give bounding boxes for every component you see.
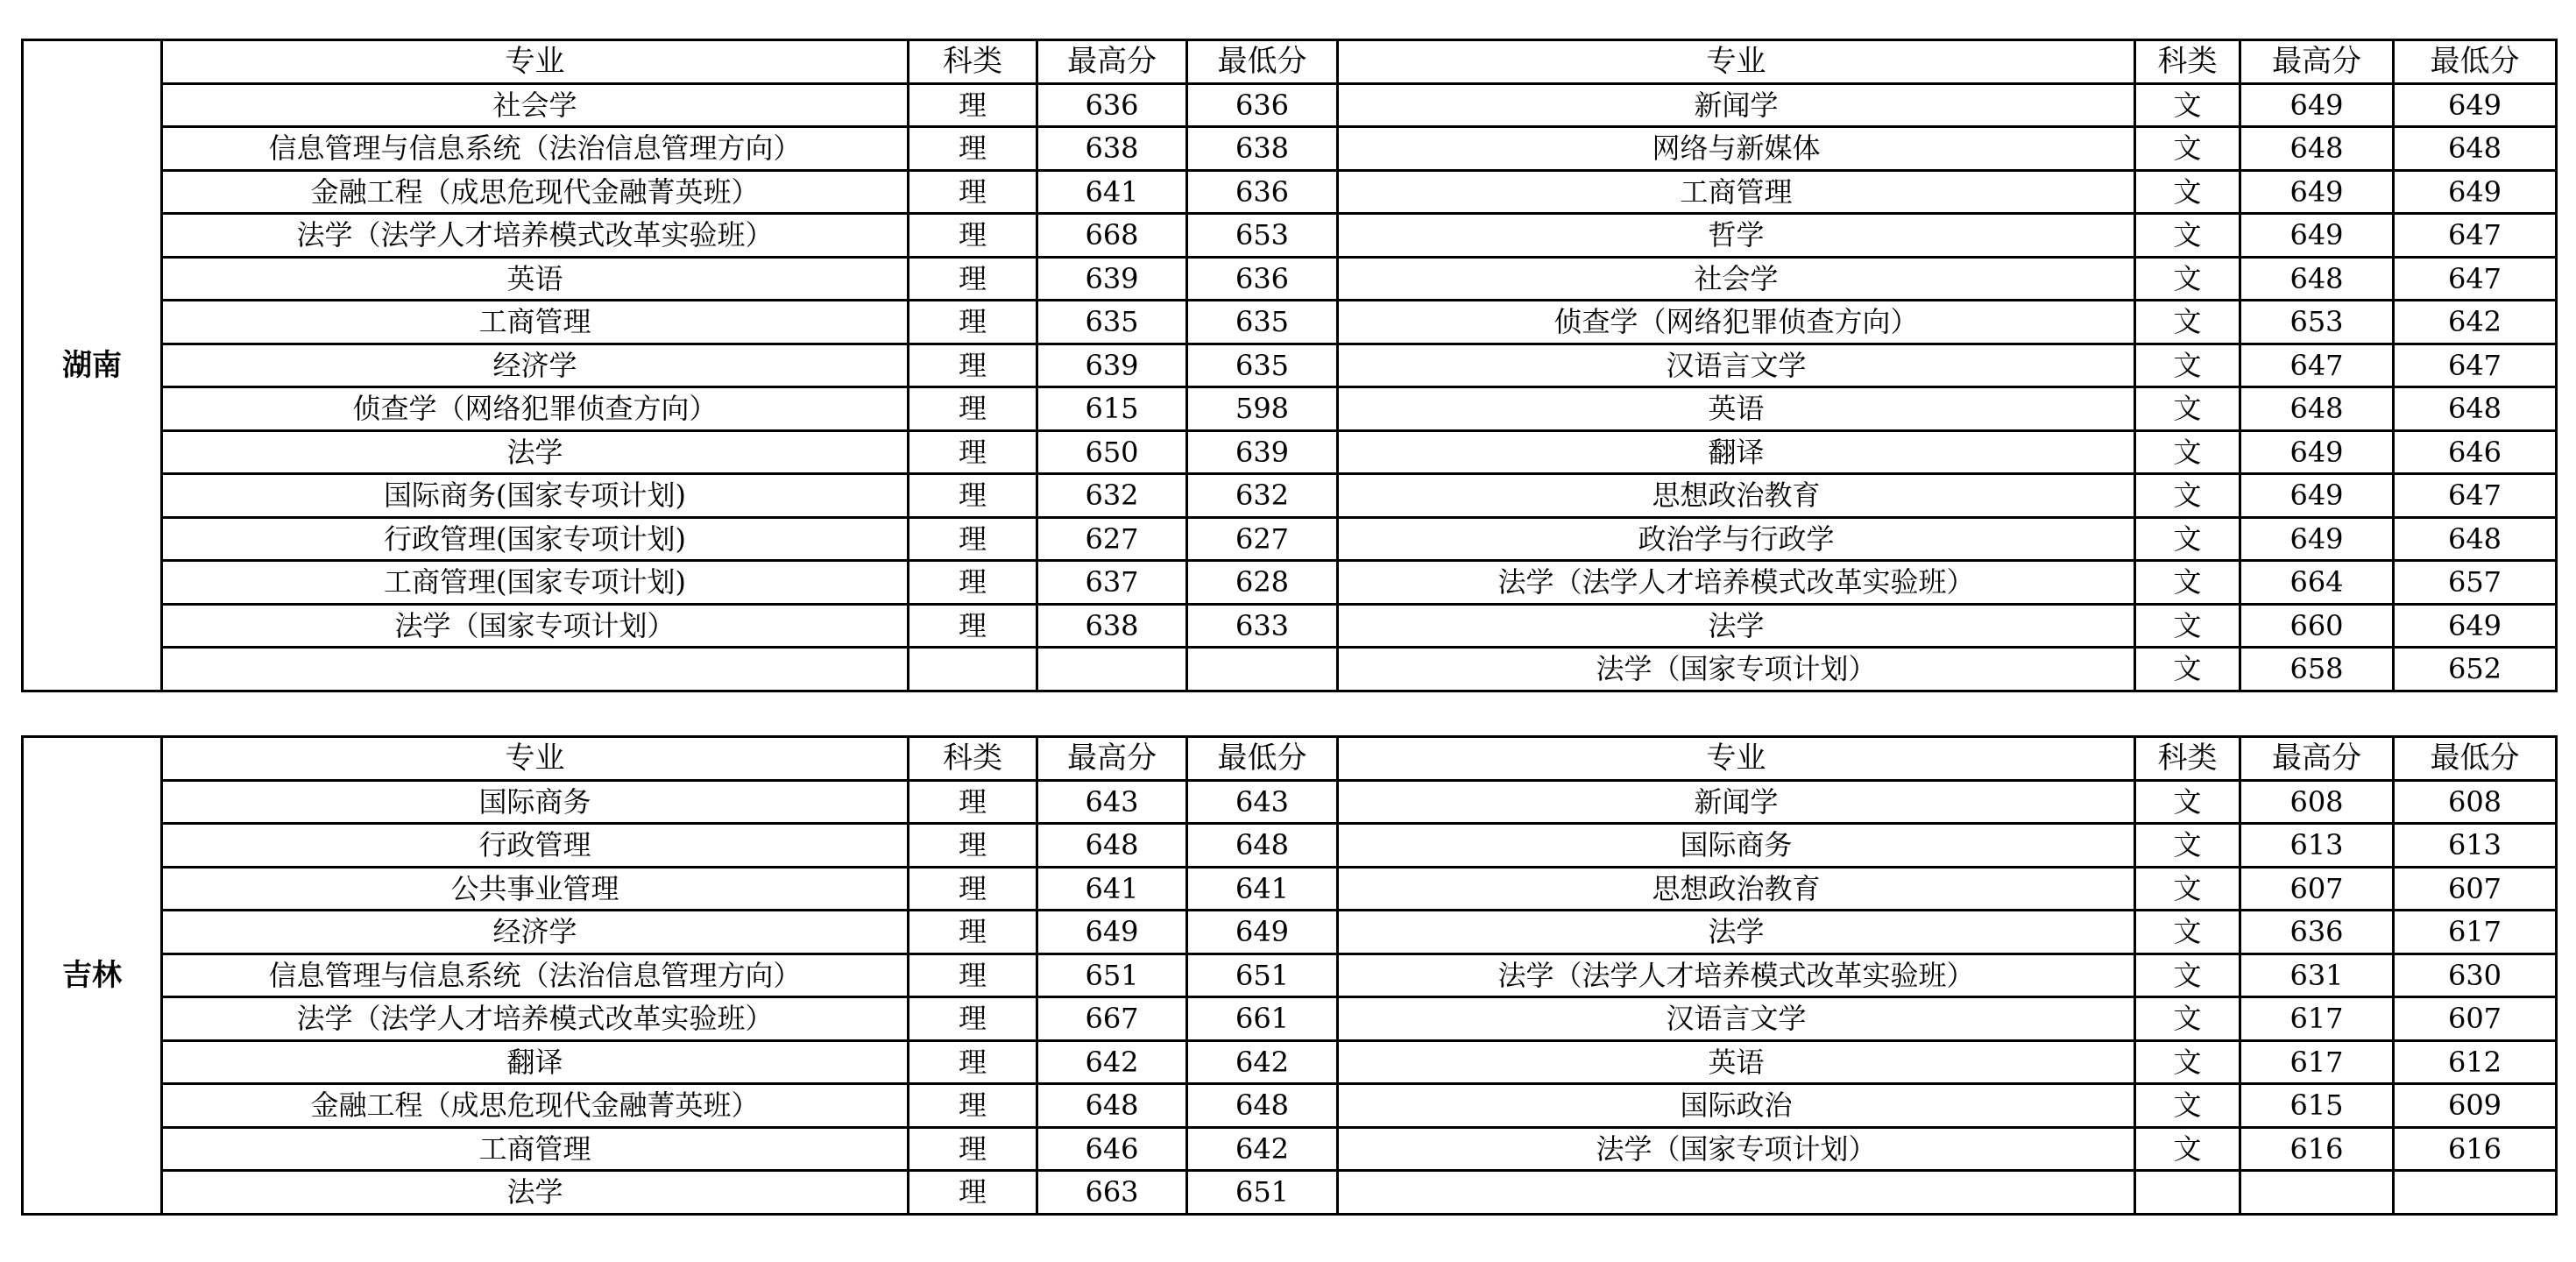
table-row: [23, 301, 2557, 344]
right-min-score-cell: [2394, 1171, 2557, 1215]
province-cell: 吉林: [23, 737, 162, 1215]
table-row: [23, 561, 2557, 605]
left-major-cell: 经济学: [162, 344, 909, 387]
right-min-score-cell: 648: [2394, 517, 2557, 561]
right-min-score-cell: 657: [2394, 561, 2557, 605]
left-min-score-cell: 598: [1187, 387, 1338, 431]
left-major-cell: 法学: [162, 430, 909, 474]
left-major-cell: 工商管理: [162, 301, 909, 344]
table-row: [23, 1171, 2557, 1215]
right-category-cell: 文: [2135, 257, 2240, 301]
right-category-cell: [2135, 1171, 2240, 1215]
header-max-score: 最高分: [1037, 40, 1187, 84]
left-min-score-cell: 648: [1187, 824, 1338, 868]
header-major: 专业: [1338, 40, 2135, 84]
left-category-cell: 理: [909, 127, 1037, 171]
left-category-cell: 理: [909, 387, 1037, 431]
right-major-cell: 国际商务: [1338, 824, 2135, 868]
right-min-score-cell: 609: [2394, 1084, 2557, 1128]
left-major-cell: 国际商务(国家专项计划): [162, 474, 909, 518]
table-row: [23, 648, 2557, 691]
right-min-score-cell: 648: [2394, 387, 2557, 431]
right-max-score-cell: 615: [2240, 1084, 2394, 1128]
table-row: [23, 170, 2557, 214]
left-category-cell: 理: [909, 997, 1037, 1041]
left-max-score-cell: 637: [1037, 561, 1187, 605]
right-min-score-cell: 608: [2394, 780, 2557, 824]
left-major-cell: 公共事业管理: [162, 867, 909, 911]
right-min-score-cell: 607: [2394, 867, 2557, 911]
table-row: [23, 430, 2557, 474]
left-category-cell: 理: [909, 301, 1037, 344]
left-max-score-cell: 663: [1037, 1171, 1187, 1215]
right-max-score-cell: 653: [2240, 301, 2394, 344]
left-category-cell: 理: [909, 474, 1037, 518]
header-category: 科类: [2135, 737, 2240, 781]
right-max-score-cell: 608: [2240, 780, 2394, 824]
left-max-score-cell: 639: [1037, 257, 1187, 301]
left-min-score-cell: 653: [1187, 214, 1338, 258]
left-category-cell: 理: [909, 867, 1037, 911]
header-row: [23, 40, 2557, 84]
right-major-cell: 汉语言文学: [1338, 997, 2135, 1041]
right-category-cell: 文: [2135, 127, 2240, 171]
left-category-cell: 理: [909, 83, 1037, 127]
left-max-score-cell: 648: [1037, 824, 1187, 868]
left-major-cell: 法学（法学人才培养模式改革实验班）: [162, 214, 909, 258]
left-category-cell: 理: [909, 344, 1037, 387]
right-major-cell: 哲学: [1338, 214, 2135, 258]
left-min-score-cell: 628: [1187, 561, 1338, 605]
table-row: [23, 911, 2557, 954]
left-major-cell: 工商管理: [162, 1127, 909, 1171]
table-row: [23, 517, 2557, 561]
table-row: [23, 127, 2557, 171]
left-category-cell: 理: [909, 1040, 1037, 1084]
left-max-score-cell: 648: [1037, 1084, 1187, 1128]
left-max-score-cell: 615: [1037, 387, 1187, 431]
header-category: 科类: [909, 737, 1037, 781]
header-min-score: 最低分: [1187, 737, 1338, 781]
left-major-cell: 社会学: [162, 83, 909, 127]
right-category-cell: 文: [2135, 648, 2240, 691]
right-major-cell: 思想政治教育: [1338, 474, 2135, 518]
right-category-cell: 文: [2135, 170, 2240, 214]
right-min-score-cell: 642: [2394, 301, 2557, 344]
left-min-score-cell: 633: [1187, 604, 1338, 648]
left-max-score-cell: 639: [1037, 344, 1187, 387]
header-max-score: 最高分: [1037, 737, 1187, 781]
table-row: [23, 214, 2557, 258]
left-min-score-cell: 636: [1187, 83, 1338, 127]
right-category-cell: 文: [2135, 561, 2240, 605]
left-category-cell: 理: [909, 911, 1037, 954]
right-category-cell: 文: [2135, 824, 2240, 868]
left-category-cell: 理: [909, 1084, 1037, 1128]
table-row: [23, 387, 2557, 431]
right-category-cell: 文: [2135, 1084, 2240, 1128]
left-min-score-cell: 661: [1187, 997, 1338, 1041]
right-category-cell: 文: [2135, 301, 2240, 344]
right-major-cell: 法学（法学人才培养模式改革实验班）: [1338, 561, 2135, 605]
left-category-cell: 理: [909, 954, 1037, 997]
right-max-score-cell: 649: [2240, 517, 2394, 561]
left-major-cell: 工商管理(国家专项计划): [162, 561, 909, 605]
left-max-score-cell: 668: [1037, 214, 1187, 258]
right-max-score-cell: 648: [2240, 387, 2394, 431]
header-min-score: 最低分: [2394, 737, 2557, 781]
right-major-cell: 翻译: [1338, 430, 2135, 474]
left-category-cell: 理: [909, 430, 1037, 474]
left-max-score-cell: 636: [1037, 83, 1187, 127]
header-min-score: 最低分: [2394, 40, 2557, 84]
right-major-cell: 法学（国家专项计划）: [1338, 648, 2135, 691]
right-max-score-cell: 649: [2240, 83, 2394, 127]
left-min-score-cell: 642: [1187, 1127, 1338, 1171]
right-major-cell: 国际政治: [1338, 1084, 2135, 1128]
left-min-score-cell: 649: [1187, 911, 1338, 954]
right-category-cell: 文: [2135, 997, 2240, 1041]
right-min-score-cell: 647: [2394, 474, 2557, 518]
right-max-score-cell: 660: [2240, 604, 2394, 648]
table-row: [23, 1084, 2557, 1128]
right-max-score-cell: 647: [2240, 344, 2394, 387]
header-min-score: 最低分: [1187, 40, 1338, 84]
right-major-cell: 英语: [1338, 387, 2135, 431]
left-max-score-cell: 646: [1037, 1127, 1187, 1171]
right-min-score-cell: 647: [2394, 214, 2557, 258]
table-row: [23, 780, 2557, 824]
right-min-score-cell: 646: [2394, 430, 2557, 474]
left-min-score-cell: [1187, 648, 1338, 691]
left-category-cell: 理: [909, 604, 1037, 648]
left-max-score-cell: [1037, 648, 1187, 691]
left-min-score-cell: 638: [1187, 127, 1338, 171]
right-category-cell: 文: [2135, 474, 2240, 518]
province-cell: 湖南: [23, 40, 162, 691]
left-min-score-cell: 636: [1187, 170, 1338, 214]
header-row: [23, 737, 2557, 781]
left-min-score-cell: 627: [1187, 517, 1338, 561]
left-category-cell: 理: [909, 214, 1037, 258]
right-major-cell: 网络与新媒体: [1338, 127, 2135, 171]
right-max-score-cell: 649: [2240, 430, 2394, 474]
right-major-cell: 法学: [1338, 604, 2135, 648]
left-max-score-cell: 667: [1037, 997, 1187, 1041]
left-min-score-cell: 648: [1187, 1084, 1338, 1128]
table-row: [23, 1040, 2557, 1084]
left-max-score-cell: 638: [1037, 604, 1187, 648]
header-category: 科类: [2135, 40, 2240, 84]
left-max-score-cell: 638: [1037, 127, 1187, 171]
right-category-cell: 文: [2135, 1127, 2240, 1171]
right-max-score-cell: 649: [2240, 474, 2394, 518]
right-major-cell: 思想政治教育: [1338, 867, 2135, 911]
right-min-score-cell: 647: [2394, 257, 2557, 301]
left-max-score-cell: 635: [1037, 301, 1187, 344]
right-min-score-cell: 617: [2394, 911, 2557, 954]
left-category-cell: [909, 648, 1037, 691]
right-max-score-cell: 664: [2240, 561, 2394, 605]
table-row: [23, 344, 2557, 387]
right-min-score-cell: 647: [2394, 344, 2557, 387]
left-max-score-cell: 641: [1037, 867, 1187, 911]
header-major: 专业: [1338, 737, 2135, 781]
right-category-cell: 文: [2135, 604, 2240, 648]
left-min-score-cell: 635: [1187, 301, 1338, 344]
left-min-score-cell: 641: [1187, 867, 1338, 911]
right-min-score-cell: 648: [2394, 127, 2557, 171]
left-min-score-cell: 635: [1187, 344, 1338, 387]
left-category-cell: 理: [909, 780, 1037, 824]
left-category-cell: 理: [909, 561, 1037, 605]
right-max-score-cell: 636: [2240, 911, 2394, 954]
right-category-cell: 文: [2135, 911, 2240, 954]
left-major-cell: [162, 648, 909, 691]
header-category: 科类: [909, 40, 1037, 84]
table-row: [23, 474, 2557, 518]
right-min-score-cell: 630: [2394, 954, 2557, 997]
left-major-cell: 法学: [162, 1171, 909, 1215]
right-max-score-cell: 649: [2240, 214, 2394, 258]
left-major-cell: 英语: [162, 257, 909, 301]
right-category-cell: 文: [2135, 954, 2240, 997]
left-min-score-cell: 639: [1187, 430, 1338, 474]
left-major-cell: 国际商务: [162, 780, 909, 824]
left-min-score-cell: 636: [1187, 257, 1338, 301]
left-min-score-cell: 632: [1187, 474, 1338, 518]
right-category-cell: 文: [2135, 867, 2240, 911]
right-min-score-cell: 613: [2394, 824, 2557, 868]
header-max-score: 最高分: [2240, 737, 2394, 781]
left-max-score-cell: 642: [1037, 1040, 1187, 1084]
right-max-score-cell: 631: [2240, 954, 2394, 997]
table-row: [23, 824, 2557, 868]
right-major-cell: 工商管理: [1338, 170, 2135, 214]
right-major-cell: 社会学: [1338, 257, 2135, 301]
left-max-score-cell: 651: [1037, 954, 1187, 997]
right-category-cell: 文: [2135, 1040, 2240, 1084]
left-major-cell: 金融工程（成思危现代金融菁英班）: [162, 1084, 909, 1128]
left-max-score-cell: 643: [1037, 780, 1187, 824]
score-table-jilin: [21, 735, 2558, 1216]
right-max-score-cell: 649: [2240, 170, 2394, 214]
right-min-score-cell: 649: [2394, 170, 2557, 214]
right-max-score-cell: 607: [2240, 867, 2394, 911]
left-min-score-cell: 651: [1187, 1171, 1338, 1215]
right-category-cell: 文: [2135, 214, 2240, 258]
right-major-cell: 法学（法学人才培养模式改革实验班）: [1338, 954, 2135, 997]
right-min-score-cell: 616: [2394, 1127, 2557, 1171]
left-category-cell: 理: [909, 1127, 1037, 1171]
right-min-score-cell: 607: [2394, 997, 2557, 1041]
table-row: [23, 257, 2557, 301]
table-row: [23, 604, 2557, 648]
right-min-score-cell: 649: [2394, 83, 2557, 127]
left-category-cell: 理: [909, 257, 1037, 301]
header-major: 专业: [162, 737, 909, 781]
right-max-score-cell: 648: [2240, 257, 2394, 301]
right-category-cell: 文: [2135, 780, 2240, 824]
right-max-score-cell: [2240, 1171, 2394, 1215]
right-major-cell: 政治学与行政学: [1338, 517, 2135, 561]
left-major-cell: 法学（法学人才培养模式改革实验班）: [162, 997, 909, 1041]
right-min-score-cell: 612: [2394, 1040, 2557, 1084]
left-category-cell: 理: [909, 170, 1037, 214]
table-row: [23, 1127, 2557, 1171]
left-major-cell: 金融工程（成思危现代金融菁英班）: [162, 170, 909, 214]
left-major-cell: 行政管理: [162, 824, 909, 868]
left-major-cell: 信息管理与信息系统（法治信息管理方向）: [162, 127, 909, 171]
right-max-score-cell: 617: [2240, 1040, 2394, 1084]
left-category-cell: 理: [909, 517, 1037, 561]
right-category-cell: 文: [2135, 430, 2240, 474]
right-category-cell: 文: [2135, 83, 2240, 127]
table-row: [23, 954, 2557, 997]
right-major-cell: 新闻学: [1338, 83, 2135, 127]
right-max-score-cell: 658: [2240, 648, 2394, 691]
left-category-cell: 理: [909, 1171, 1037, 1215]
right-category-cell: 文: [2135, 387, 2240, 431]
table-row: [23, 83, 2557, 127]
right-major-cell: 法学（国家专项计划）: [1338, 1127, 2135, 1171]
right-max-score-cell: 648: [2240, 127, 2394, 171]
left-min-score-cell: 643: [1187, 780, 1338, 824]
header-major: 专业: [162, 40, 909, 84]
right-category-cell: 文: [2135, 344, 2240, 387]
left-max-score-cell: 632: [1037, 474, 1187, 518]
left-major-cell: 行政管理(国家专项计划): [162, 517, 909, 561]
right-category-cell: 文: [2135, 517, 2240, 561]
left-major-cell: 信息管理与信息系统（法治信息管理方向）: [162, 954, 909, 997]
right-max-score-cell: 616: [2240, 1127, 2394, 1171]
left-major-cell: 经济学: [162, 911, 909, 954]
left-major-cell: 法学（国家专项计划）: [162, 604, 909, 648]
right-min-score-cell: 652: [2394, 648, 2557, 691]
left-min-score-cell: 651: [1187, 954, 1338, 997]
table-row: [23, 997, 2557, 1041]
left-min-score-cell: 642: [1187, 1040, 1338, 1084]
right-major-cell: 英语: [1338, 1040, 2135, 1084]
score-table-hunan: [21, 39, 2558, 692]
right-max-score-cell: 613: [2240, 824, 2394, 868]
right-major-cell: 汉语言文学: [1338, 344, 2135, 387]
left-max-score-cell: 627: [1037, 517, 1187, 561]
left-major-cell: 翻译: [162, 1040, 909, 1084]
left-max-score-cell: 650: [1037, 430, 1187, 474]
header-max-score: 最高分: [2240, 40, 2394, 84]
left-major-cell: 侦查学（网络犯罪侦查方向）: [162, 387, 909, 431]
left-max-score-cell: 649: [1037, 911, 1187, 954]
left-category-cell: 理: [909, 824, 1037, 868]
table-row: [23, 867, 2557, 911]
left-max-score-cell: 641: [1037, 170, 1187, 214]
right-max-score-cell: 617: [2240, 997, 2394, 1041]
right-major-cell: 侦查学（网络犯罪侦查方向）: [1338, 301, 2135, 344]
right-major-cell: [1338, 1171, 2135, 1215]
right-major-cell: 法学: [1338, 911, 2135, 954]
right-min-score-cell: 649: [2394, 604, 2557, 648]
right-major-cell: 新闻学: [1338, 780, 2135, 824]
